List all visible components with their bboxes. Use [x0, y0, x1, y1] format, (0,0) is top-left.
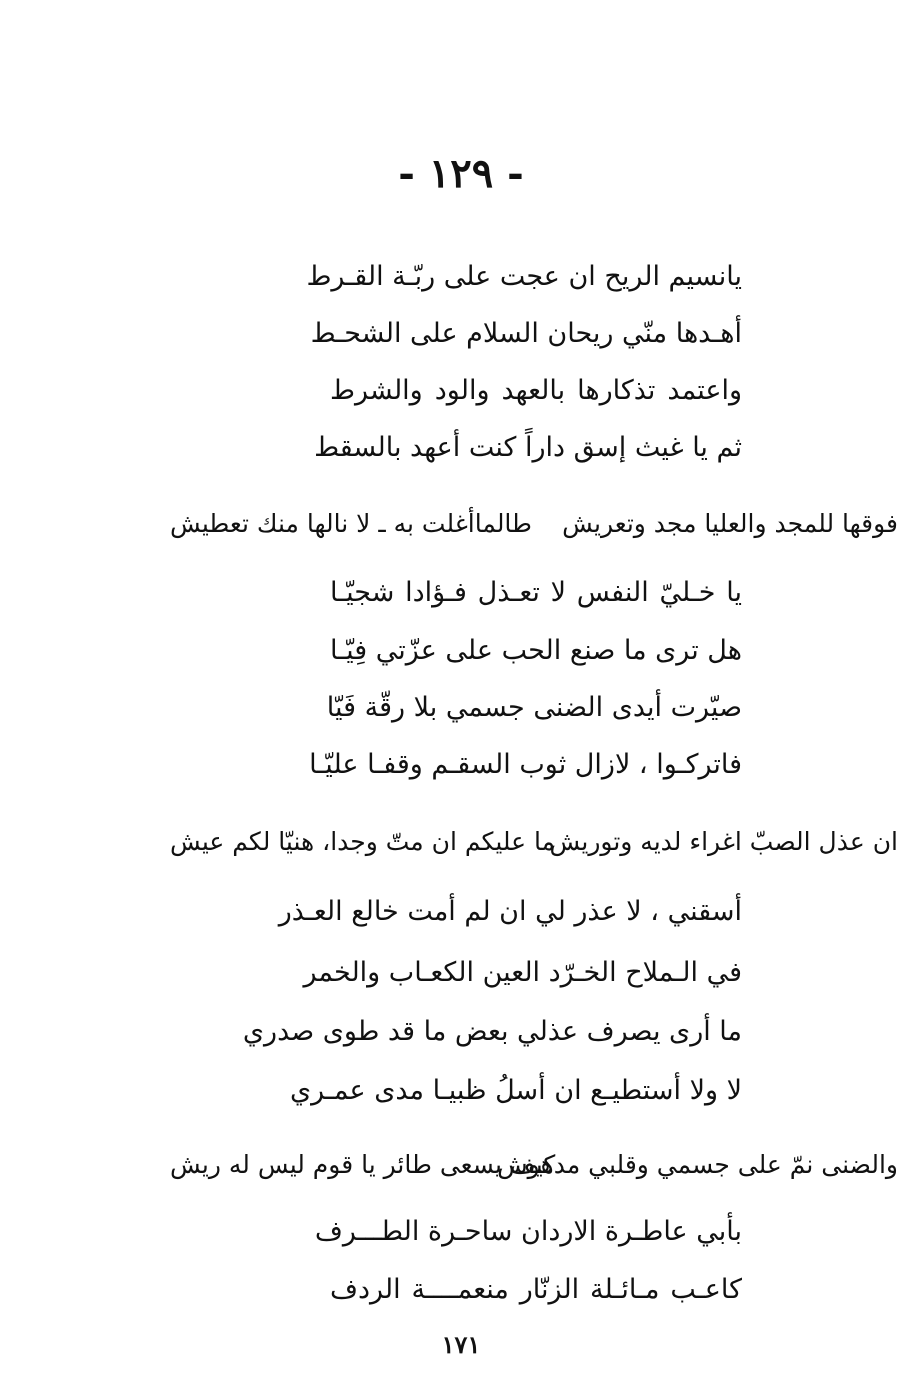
poem-line: يا خـليّ النفس لا تعـذل فـؤادا شجيّـا	[330, 577, 742, 608]
poem-line: هل ترى ما صنع الحب على عزّتي فِيّـا	[330, 635, 742, 666]
refrain-first-hemistich: فوقها للمجد والعليا مجد وتعريش	[562, 509, 898, 538]
poem-line: لا ولا أستطيـع ان أسلُ ظبيـا مدى عمـري	[289, 1075, 742, 1106]
refrain-couplet	[170, 822, 898, 862]
poem-line: واعتمد تذكارها بالعهد والود والشرط	[330, 375, 742, 406]
refrain-second-hemistich: كيف يسعى طائر يا قوم ليس له ريش	[170, 1150, 556, 1179]
refrain-first-hemistich: ان عذل الصبّ اغراء لديه وتوريش	[549, 827, 898, 856]
refrain-second-hemistich: ما عليكم ان متّ وجدا، هنيّا لكم عيش	[170, 827, 556, 856]
poem-line: ما أرى يصرف عذلي بعض ما قد طوى صدري	[242, 1016, 742, 1047]
poem-line: في الـملاح الخـرّد العين الكعـاب والخمر	[303, 957, 742, 988]
page-number-header: - ١٢٩ -	[398, 150, 524, 197]
poem-line: فاتركـوا ، لازال ثوب السقـم وقفـا عليّـا	[309, 749, 742, 780]
poem-line: يانسيم الريح ان عجت على ربّـة القـرط	[306, 261, 742, 292]
poem-line: صيّرت أيدى الضنى جسمي بلا رقّة فَيّا	[326, 692, 742, 723]
poem-line: أسقني ، لا عذر لي ان لم أمت خالع العـذر	[278, 896, 742, 927]
poem-line: أهـدها منّي ريحان السلام على الشحـط	[310, 318, 742, 349]
page-number-footer: ١٧١	[441, 1330, 481, 1359]
refrain-couplet	[170, 504, 898, 544]
refrain-couplet	[170, 1145, 898, 1185]
refrain-second-hemistich: طالماأغلت به ـ لا نالها منك تعطيش	[170, 509, 532, 538]
poem-line: ثم يا غيث إسق داراً كنت أعهد بالسقط	[314, 432, 742, 463]
poem-line: كاعـب مـائـلة الزنّار منعمــــة الردف	[330, 1274, 742, 1305]
refrain-first-hemistich: والضنى نمّ على جسمي وقلبي مدهوش	[497, 1150, 898, 1179]
poem-line: بأبي عاطـرة الاردان ساحـرة الطـــرف	[314, 1216, 742, 1247]
